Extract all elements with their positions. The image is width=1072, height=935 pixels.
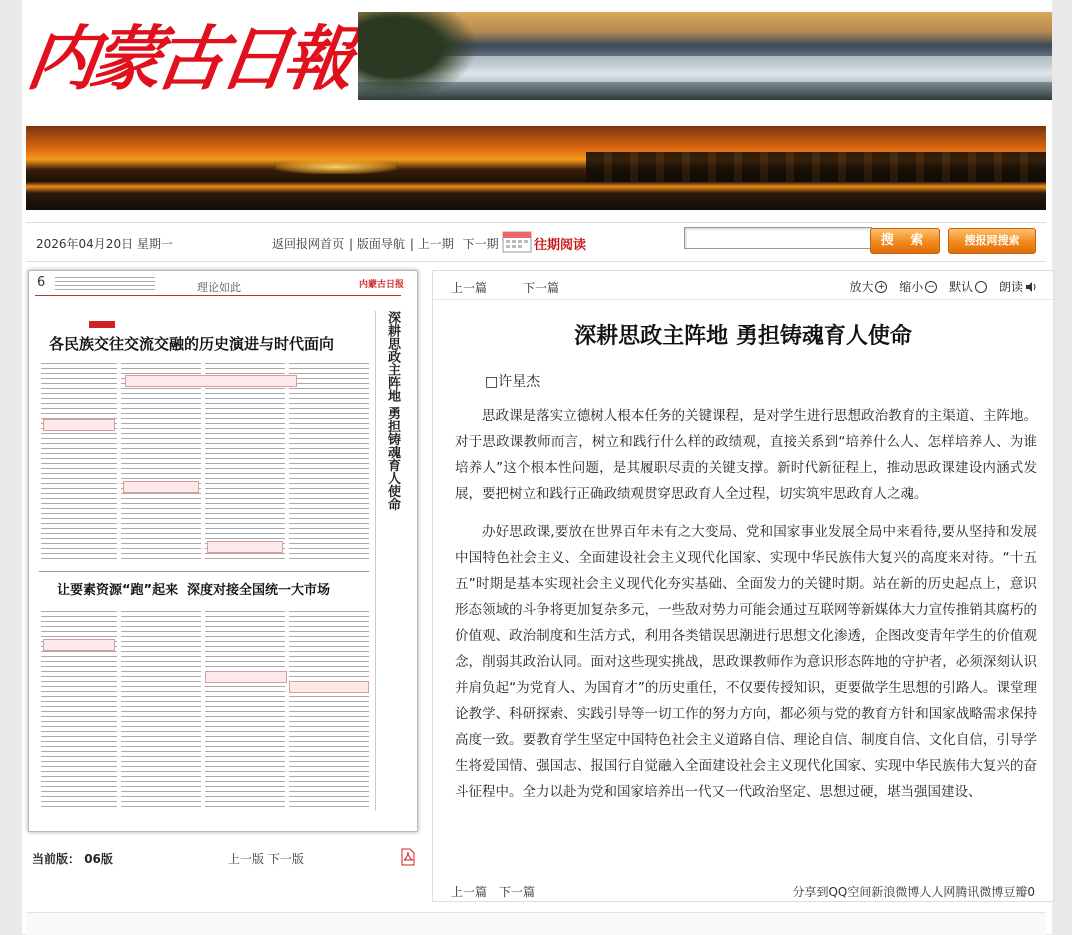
default-size-button[interactable]: 默认: [949, 278, 987, 295]
newspaper-logo[interactable]: [22, 4, 354, 114]
link-home[interactable]: 返回报网首页: [272, 237, 345, 251]
prev-edition-link[interactable]: 上一版: [228, 852, 265, 866]
thumb-column-rule: [375, 311, 376, 811]
article-body: [455, 403, 1037, 863]
article-panel: [432, 270, 1054, 902]
circle-icon: [975, 281, 987, 293]
article-title: 深耕思政主阵地 勇担铸魂育人使命: [574, 324, 912, 349]
plus-icon: +: [875, 281, 887, 293]
thumb-headline-1[interactable]: 各民族交往交流交融的历史演进与时代面向: [49, 335, 335, 353]
thumb-page-number: 6: [37, 275, 46, 290]
thumb-header-rule: [35, 295, 401, 296]
article-toolbar: [433, 271, 1053, 300]
current-edition-value: 06版: [84, 852, 113, 866]
navigation-bar: [26, 222, 1046, 262]
article-prev-link[interactable]: 上一篇: [451, 281, 488, 295]
next-edition-link[interactable]: 下一版: [267, 852, 304, 866]
link-prev-issue[interactable]: 上一期: [417, 237, 454, 251]
paragraph: 思政课是落实立德树人根本任务的关键课程，是对学生进行思想政治教育的主渠道、主阵地。对于思政课教师而言，树立和践行什么样的政绩观，直接关系到“培养什么人、怎样培养人、为谁培养人”这个根本性问题，是其履职尽责的关键支撑。新时代新征程上，推动思政课建设内涵式发展，要把树立和践行正确政绩观贯穿思政育人全过程，切实筑牢思政育人之魂。: [455, 408, 1037, 502]
thumb-headline-3[interactable]: 深度对接全国统一大市场: [187, 583, 331, 598]
zoom-out-button[interactable]: 缩小 −: [899, 278, 937, 295]
edition-nav: [228, 850, 304, 867]
thumb-divider: [39, 571, 369, 572]
logo-text: 内蒙古日報: [22, 17, 354, 100]
site-search-button[interactable]: 搜报网搜索: [948, 228, 1036, 254]
thumb-red-tag: [89, 321, 115, 328]
thumb-vertical-title[interactable]: 深耕思政主阵地 勇担铸魂育人使命: [385, 311, 400, 511]
link-next-issue[interactable]: 下一期: [462, 237, 499, 251]
footer-bar: [26, 912, 1046, 935]
search-button[interactable]: 搜 索: [870, 228, 940, 254]
link-page-nav[interactable]: 版面导航: [356, 237, 405, 251]
thumb-masthead-lines: [55, 277, 155, 291]
calendar-icon[interactable]: [502, 229, 532, 253]
edition-bar: [28, 846, 420, 870]
thumb-section-name: 理论如此: [197, 281, 241, 294]
bottom-prev-link[interactable]: 上一篇: [451, 885, 488, 899]
thumb-brand: 内蒙古日报: [359, 280, 405, 290]
article-author: □许星杰: [485, 374, 541, 390]
article-next-link[interactable]: 下一篇: [523, 281, 560, 295]
share-links[interactable]: 分享到QQ空间新浪微博人人网腾讯微博豆瓣0: [792, 885, 1035, 899]
past-issues-link[interactable]: 往期阅读: [534, 238, 587, 253]
sunset-banner-image: [26, 126, 1046, 210]
bottom-next-link[interactable]: 下一篇: [499, 885, 536, 899]
read-aloud-button[interactable]: 朗读: [999, 278, 1037, 295]
page-thumbnail[interactable]: [28, 270, 418, 832]
minus-icon: −: [925, 281, 937, 293]
reading-tools: [841, 278, 1037, 295]
issue-date: 2026年04月20日 星期一: [36, 237, 173, 251]
pdf-icon[interactable]: [400, 848, 416, 866]
current-edition-label: 当前版： 06版: [32, 852, 113, 866]
speaker-icon: [1025, 281, 1037, 293]
header-landscape-photo: [358, 12, 1052, 100]
search-input[interactable]: [684, 227, 872, 249]
article-footer: [433, 877, 1053, 901]
zoom-in-button[interactable]: 放大 +: [849, 278, 887, 295]
nav-links: 返回报网首页 | 版面导航 | 上一期 下一期: [272, 237, 499, 251]
paragraph: 办好思政课,要放在世界百年未有之大变局、党和国家事业发展全局中来看待,要从坚持和发展中国特色社会主义、全面建设社会主义现代化国家、实现中华民族伟大复兴的高度来对待。“十五五”时期是基本实现社会主义现代化夯实基础、全面发力的关键时期。站在新的历史起点上，意识形态领域的斗争将更加复杂多元，一些敌对势力可能会通过互联网等新媒体大力宣传推销其腐朽的价值观、政治制度和生活方式，利用各类错误思潮进行思想文化渗透，企图改变青年学生的价值观念，削弱其政治认同。面对这些现实挑战，思政课教师作为意识形态阵地的守护者，必须深刻认识并肩负起“为党育人、为国育才”的历史重任，不仅要传授知识，更要做学生思想的引路人。课堂理论教学、科研探索、实践引导等一切工作的努力方向，都必须与党的教育方针和国家战略需求保持高度一致。要教育学生坚定中国特色社会主义道路自信、理论自信、制度自信、文化自信，引导学生将爱国情、强国志、报国行自觉融入全面建设社会主义现代化国家、实现中华民族伟大复兴的奋斗征程中。全力以赴为党和国家培养出一代又一代政治坚定、思想过硬，堪当强国建设、: [455, 524, 1037, 800]
thumb-headline-2[interactable]: 让要素资源“跑”起来: [57, 583, 179, 598]
